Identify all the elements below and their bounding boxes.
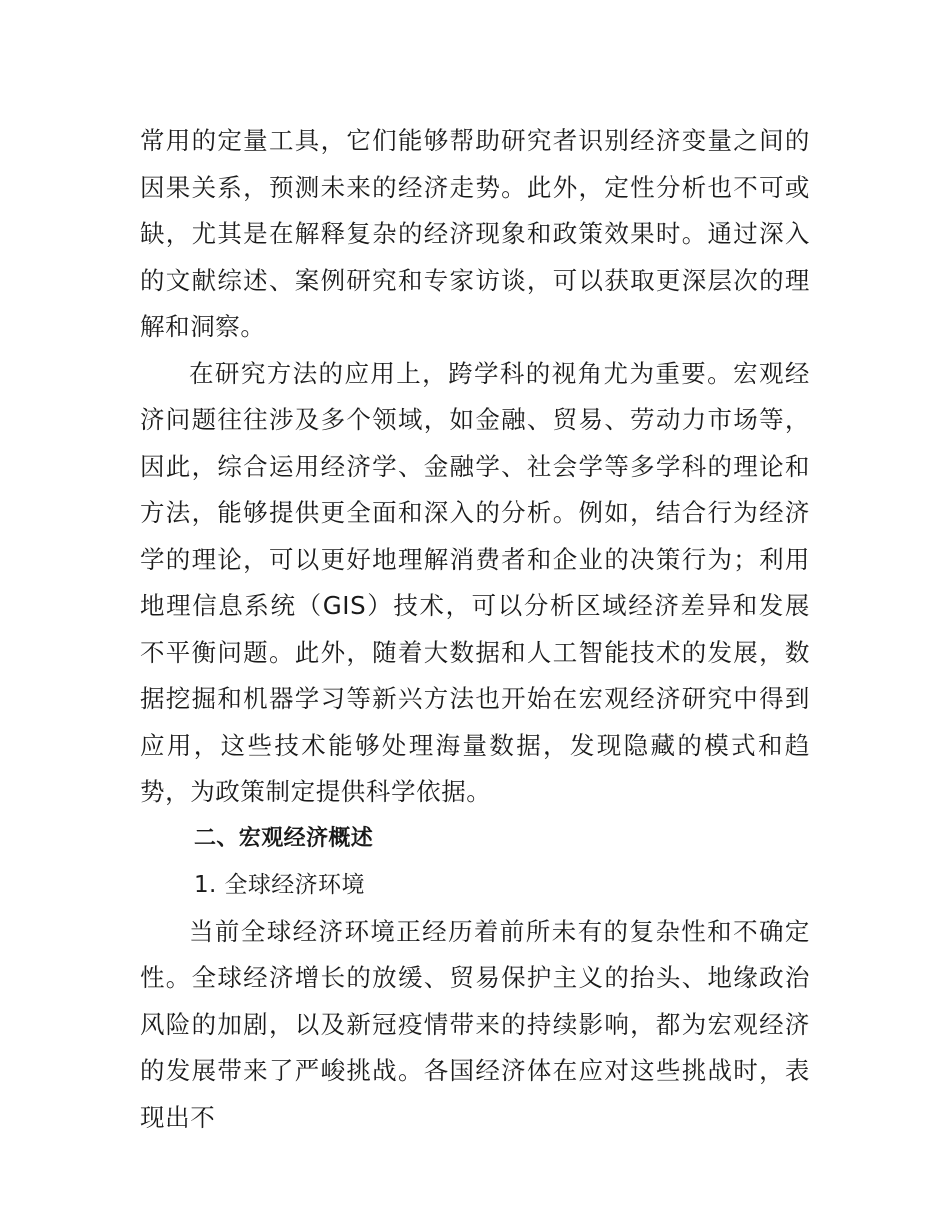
paragraph-research-methods: 在研究方法的应用上，跨学科的视角尤为重要。宏观经济问题往往涉及多个领域，如金融、贸易、劳动力市场等，因此，综合运用经济学、金融学、社会学等多学科的理论和方法，能够提供更全面和深入的分析。例如，结合行为经济学的理论，可以更好地理解消费者和企业的决策行为；利用地理信息系统（GIS）技术，可以分析区域经济差异和发展不平衡问题。此外，随着大数据和人工智能技术的发展，数据挖掘和机器学习等新兴方法也开始在宏观经济研究中得到应用，这些技术能够处理海量数据，发现隐藏的模式和趋势，为政策制定提供科学依据。: [140, 358, 810, 806]
paragraph-continued: 常用的定量工具，它们能够帮助研究者识别经济变量之间的因果关系，预测未来的经济走势。此外，定性分析也不可或缺，尤其是在解释复杂的经济现象和政策效果时。通过深入的文献综述、案例研究和专家访谈，可以获取更深层次的理解和洞察。: [140, 126, 810, 341]
paragraph-global-economy: 当前全球经济环境正经历着前所未有的复杂性和不确定性。全球经济增长的放缓、贸易保护主义的抬头、地缘政治风险的加剧，以及新冠疫情带来的持续影响，都为宏观经济的发展带来了严峻挑战。各国经济体在应对这些挑战时，表现出不: [140, 916, 810, 1132]
section-heading: 二、宏观经济概述: [194, 825, 374, 851]
subsection-heading: 1. 全球经济环境: [194, 872, 365, 898]
